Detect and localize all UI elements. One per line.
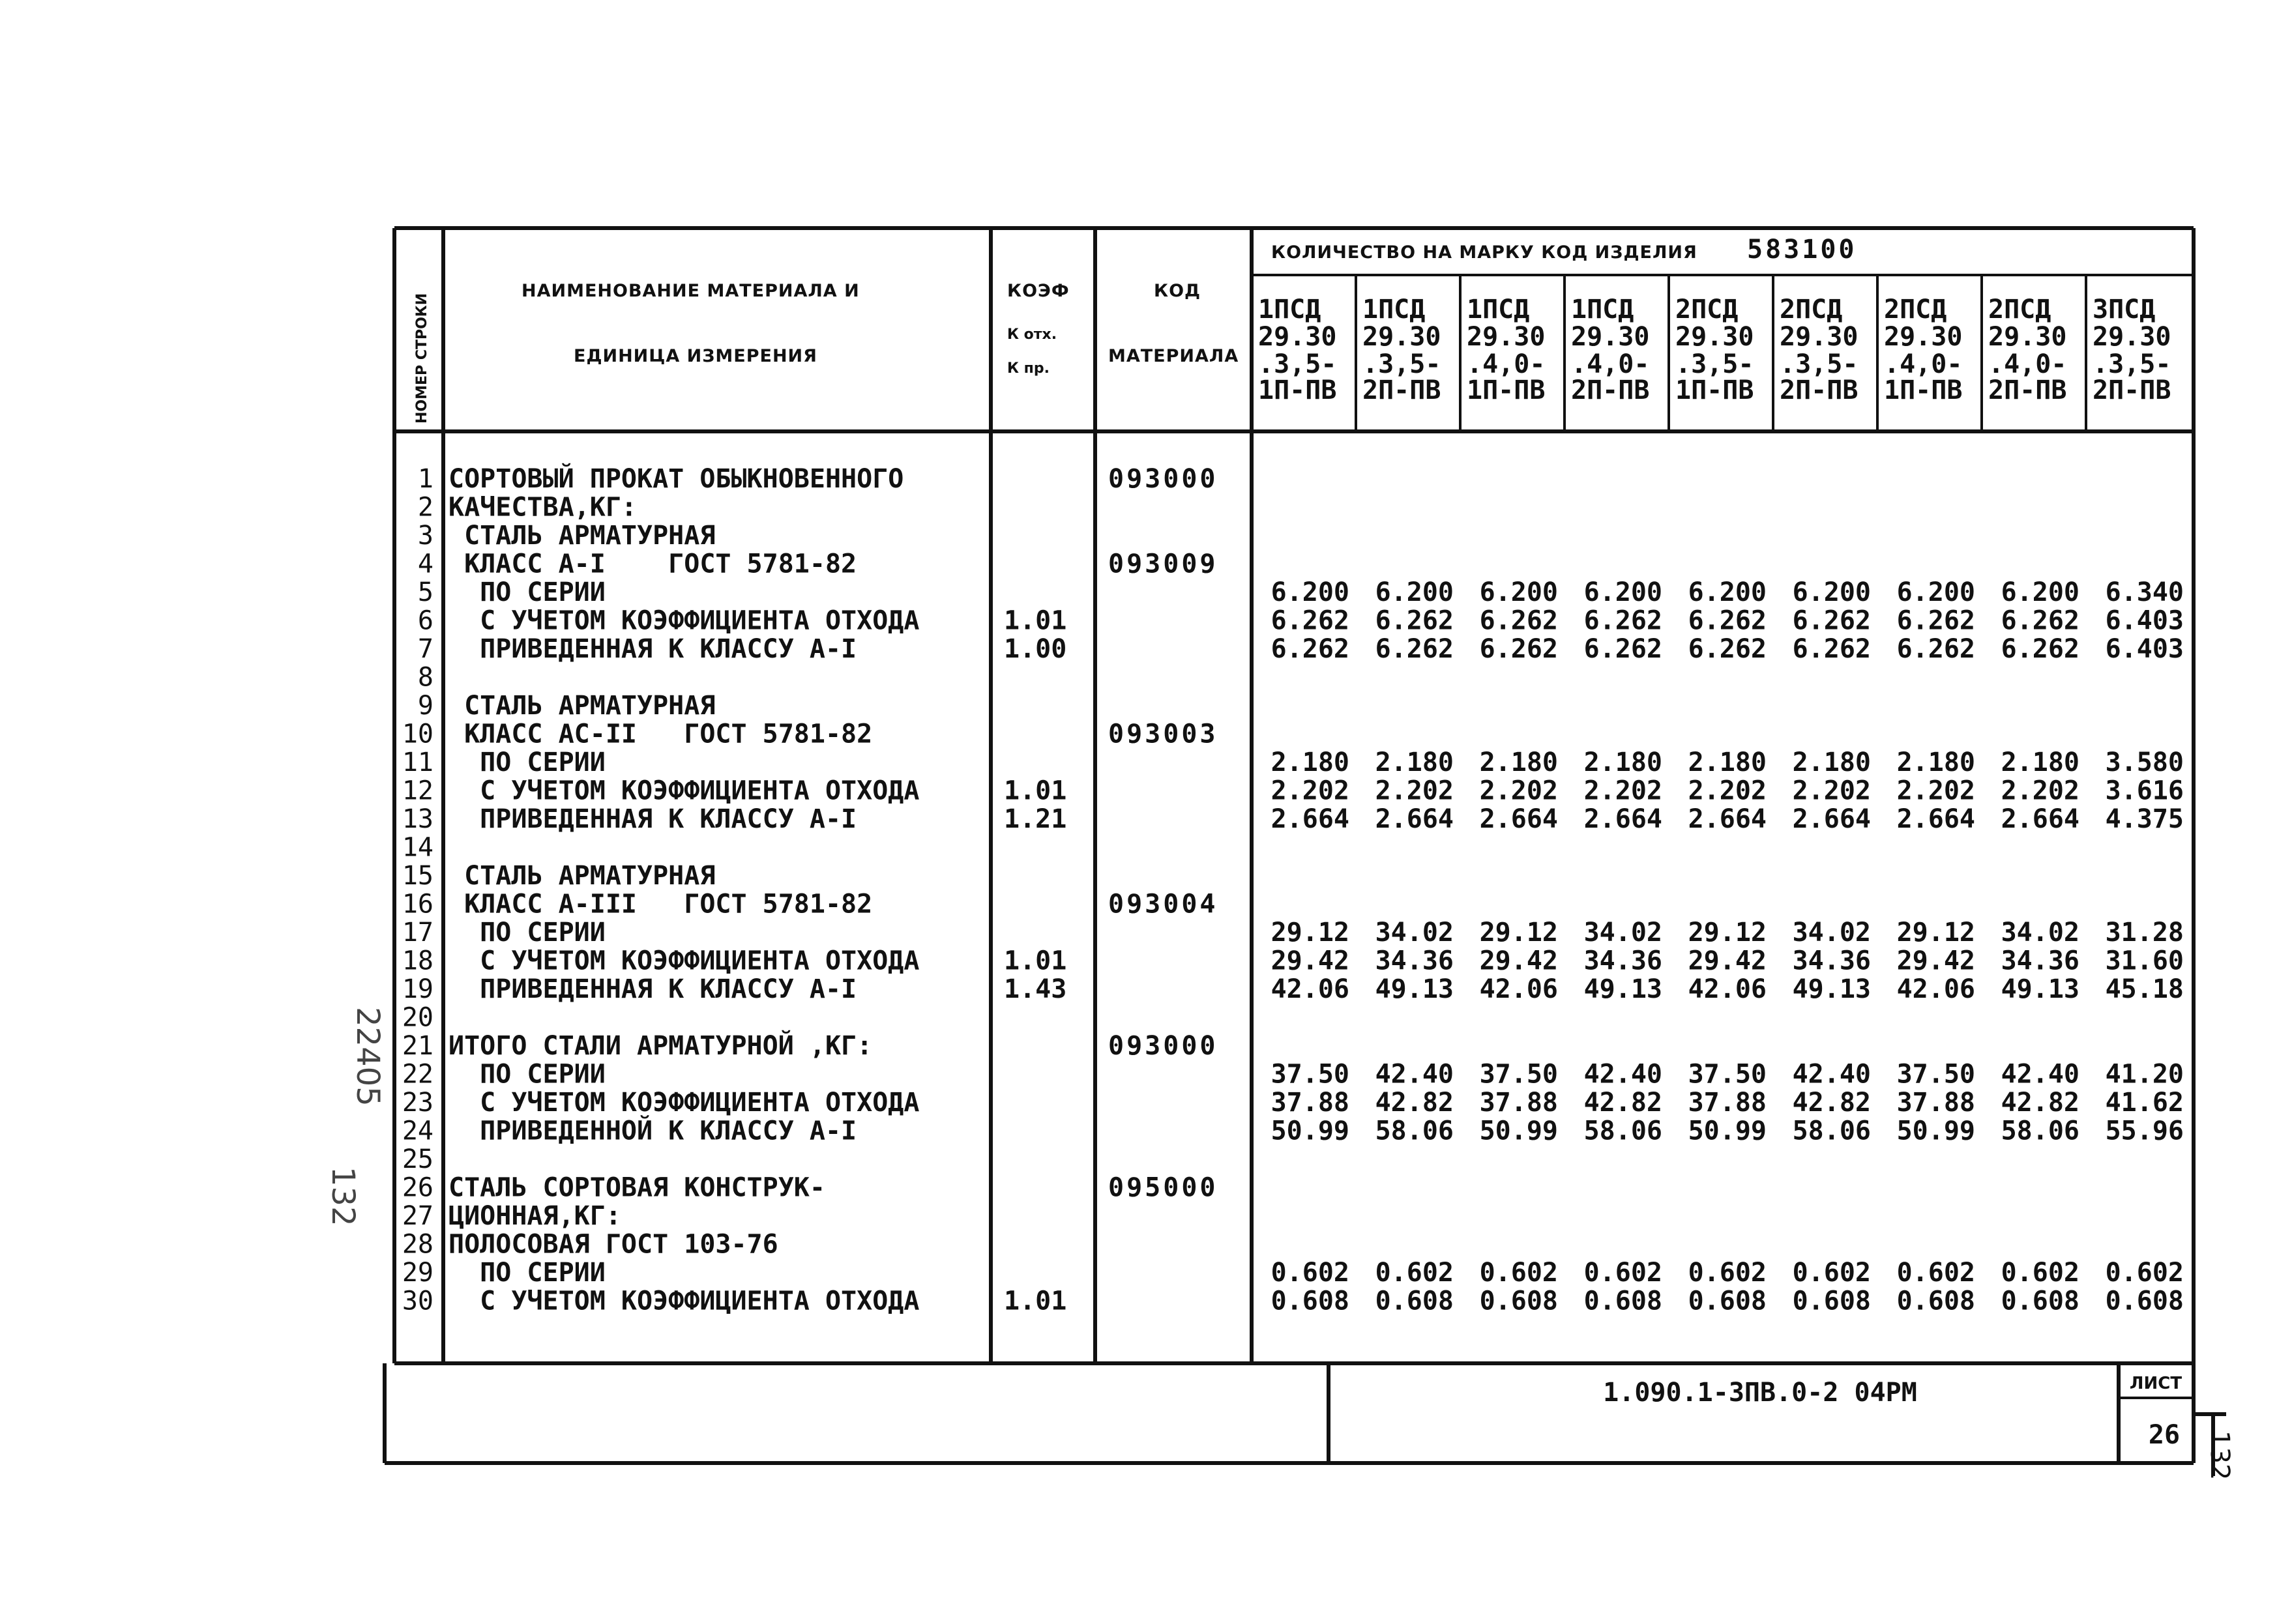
material-name: СОРТОВЫЙ ПРОКАТ ОБЫКНОВЕННОГО — [448, 464, 904, 494]
quantity-value: 34.36 — [1792, 946, 1871, 976]
quantity-value: 41.62 — [2105, 1088, 2184, 1118]
quantity-value: 42.40 — [2001, 1059, 2079, 1090]
quantity-value: 42.82 — [1792, 1088, 1871, 1118]
product-column-header-line: .4,0- — [1988, 349, 2067, 379]
material-name: ПРИВЕДЕННАЯ К КЛАССУ А-I — [448, 804, 857, 834]
quantity-value: 6.403 — [2105, 634, 2184, 664]
table-row — [402, 1230, 778, 1260]
material-code: 093000 — [1108, 464, 1218, 494]
table-row — [402, 1286, 2184, 1316]
quantity-value: 6.200 — [1792, 577, 1871, 607]
table-row — [418, 521, 716, 551]
quantity-value: 50.99 — [1271, 1116, 1349, 1146]
row-number: 29 — [402, 1258, 433, 1288]
quantity-value: 29.42 — [1271, 946, 1349, 976]
table-body — [402, 463, 2184, 1316]
quantity-value: 2.180 — [2001, 747, 2079, 777]
row-number: 6 — [417, 605, 433, 636]
row-number: 24 — [402, 1116, 433, 1146]
material-name: С УЧЕТОМ КОЭФФИЦИЕНТА ОТХОДА — [448, 776, 920, 806]
quantity-value: 45.18 — [2105, 974, 2184, 1004]
material-name: ЦИОННАЯ,КГ: — [448, 1201, 621, 1231]
quantity-value: 0.602 — [1583, 1258, 1662, 1288]
code-header-2: МАТЕРИАЛА — [1108, 346, 1239, 366]
quantity-value: 2.664 — [1792, 804, 1871, 834]
quantity-value: 34.02 — [1583, 918, 1662, 948]
table-row — [402, 1003, 433, 1033]
quantity-value: 37.88 — [1688, 1088, 1767, 1118]
material-code: 095000 — [1108, 1172, 1218, 1203]
material-code: 093004 — [1108, 889, 1218, 920]
row-number: 9 — [417, 691, 433, 721]
row-number-header: НОМЕР СТРОКИ — [414, 293, 430, 424]
product-column-header-line: 29.30 — [1884, 322, 1963, 352]
quantity-value: 6.200 — [1583, 577, 1662, 607]
row-number: 10 — [402, 719, 433, 749]
quantity-value: 42.82 — [1375, 1088, 1454, 1118]
product-column-header-line: .4,0- — [1467, 349, 1546, 379]
quantity-value: 6.200 — [1375, 577, 1454, 607]
table-row — [418, 691, 716, 721]
row-number: 13 — [402, 804, 433, 834]
table-row — [402, 1144, 433, 1174]
sheet-label: ЛИСТ — [2129, 1374, 2182, 1393]
quantity-value: 42.06 — [1688, 974, 1767, 1004]
product-column-header-line: .4,0- — [1884, 349, 1963, 379]
quantity-value: 6.262 — [1896, 605, 1975, 636]
quantity-value: 2.180 — [1896, 747, 1975, 777]
quantity-value: 0.602 — [2105, 1258, 2184, 1288]
product-column-header-line: .3,5- — [1675, 349, 1754, 379]
quantity-value: 6.200 — [2001, 577, 2079, 607]
product-column-header-line: 2ПСД — [1884, 295, 1947, 325]
quantity-value: 41.20 — [2105, 1059, 2184, 1090]
product-column-header-line: 2ПСД — [1675, 295, 1739, 325]
quantity-value: 0.608 — [1375, 1286, 1454, 1316]
coef-header-2: К отх. — [1007, 326, 1057, 343]
product-column-header-line: 3ПСД — [2093, 295, 2156, 325]
table-row — [402, 776, 2184, 806]
quantity-value: 31.28 — [2105, 918, 2184, 948]
quantity-value: 6.262 — [1271, 605, 1349, 636]
quantity-value: 6.262 — [1375, 605, 1454, 636]
quantity-value: 42.82 — [1583, 1088, 1662, 1118]
product-column-header-line: 2П-ПВ — [1988, 375, 2067, 405]
row-number: 11 — [402, 747, 433, 777]
product-column-header-line: 29.30 — [1467, 322, 1546, 352]
quantity-value: 6.262 — [1583, 634, 1662, 664]
quantity-value: 2.664 — [2001, 804, 2079, 834]
product-column-header — [1571, 295, 1649, 405]
quantity-value: 0.602 — [1479, 1258, 1558, 1288]
row-number: 27 — [402, 1201, 433, 1231]
sheet-number: 26 — [2148, 1420, 2181, 1450]
row-number: 8 — [417, 662, 433, 693]
material-name: С УЧЕТОМ КОЭФФИЦИЕНТА ОТХОДА — [448, 1088, 920, 1118]
product-column-header — [1675, 295, 1754, 405]
quantity-value: 2.180 — [1479, 747, 1558, 777]
product-column-header-line: 1П-ПВ — [1884, 375, 1963, 405]
quantity-value: 6.403 — [2105, 605, 2184, 636]
quantity-value: 6.340 — [2105, 577, 2184, 607]
quantity-value: 0.602 — [1688, 1258, 1767, 1288]
quantity-value: 29.12 — [1896, 918, 1975, 948]
product-column-header-line: 29.30 — [1988, 322, 2067, 352]
row-number: 15 — [402, 861, 433, 891]
material-name: СТАЛЬ АРМАТУРНАЯ — [448, 691, 716, 721]
quantity-value: 2.202 — [1271, 776, 1349, 806]
quantity-value: 4.375 — [2105, 804, 2184, 834]
quantity-value: 6.200 — [1688, 577, 1767, 607]
quantity-value: 0.602 — [1792, 1258, 1871, 1288]
material-name: СТАЛЬ АРМАТУРНАЯ — [448, 861, 716, 891]
product-column-header — [1467, 295, 1545, 405]
coefficient: 1.01 — [1004, 1286, 1067, 1316]
product-column-header — [1362, 295, 1441, 405]
quantity-value: 3.616 — [2105, 776, 2184, 806]
material-code: 093003 — [1108, 719, 1218, 749]
table-row — [402, 861, 716, 891]
quantity-value: 6.262 — [1271, 634, 1349, 664]
quantity-value: 6.262 — [1896, 634, 1975, 664]
quantity-value: 6.262 — [1792, 605, 1871, 636]
material-name: ПО СЕРИИ — [448, 1059, 606, 1090]
quantity-value: 37.88 — [1271, 1088, 1349, 1118]
quantity-value: 31.60 — [2105, 946, 2184, 976]
material-code: 093009 — [1108, 549, 1218, 579]
quantity-value: 58.06 — [1583, 1116, 1662, 1146]
material-name: С УЧЕТОМ КОЭФФИЦИЕНТА ОТХОДА — [448, 1286, 920, 1316]
quantity-value: 0.608 — [1271, 1286, 1349, 1316]
quantity-value: 49.13 — [1375, 974, 1454, 1004]
coefficient: 1.01 — [1004, 776, 1067, 806]
product-column-header-line: 2ПСД — [1988, 295, 2051, 325]
material-name: ПРИВЕДЕННОЙ К КЛАССУ А-I — [448, 1116, 857, 1146]
product-column-header-line: 29.30 — [1675, 322, 1754, 352]
table-row — [402, 804, 2184, 834]
table-row — [418, 493, 637, 523]
quantity-value: 0.608 — [1583, 1286, 1662, 1316]
quantity-value: 0.608 — [1688, 1286, 1767, 1316]
table-row — [418, 463, 1218, 494]
quantity-value: 58.06 — [1792, 1116, 1871, 1146]
material-name: ПО СЕРИИ — [448, 918, 606, 948]
row-number: 22 — [402, 1059, 433, 1090]
product-column-header-line: 29.30 — [1571, 322, 1650, 352]
product-column-header-line: 2ПСД — [1780, 295, 1843, 325]
coefficient: 1.21 — [1004, 804, 1067, 834]
right-stamp-page: 132 — [2205, 1430, 2235, 1481]
quantity-value: 34.36 — [1583, 946, 1662, 976]
row-number: 19 — [402, 974, 433, 1004]
row-number: 7 — [417, 634, 433, 664]
product-column-headers — [1258, 295, 2171, 405]
material-name: ПРИВЕДЕННАЯ К КЛАССУ А-I — [448, 974, 857, 1004]
row-number: 26 — [402, 1172, 433, 1203]
material-name: С УЧЕТОМ КОЭФФИЦИЕНТА ОТХОДА — [448, 605, 920, 636]
quantity-value: 37.50 — [1896, 1059, 1975, 1090]
quantity-value: 49.13 — [1792, 974, 1871, 1004]
coefficient: 1.01 — [1004, 605, 1067, 636]
quantity-value: 55.96 — [2105, 1116, 2184, 1146]
title-block — [1603, 1374, 2182, 1450]
material-name: ПО СЕРИИ — [448, 1258, 606, 1288]
quantity-value: 37.50 — [1479, 1059, 1558, 1090]
material-name: СТАЛЬ СОРТОВАЯ КОНСТРУК- — [448, 1172, 825, 1203]
quantity-value: 42.06 — [1271, 974, 1349, 1004]
quantity-value: 6.262 — [2001, 634, 2079, 664]
row-number: 12 — [402, 776, 433, 806]
quantity-value: 2.664 — [1896, 804, 1975, 834]
row-number: 25 — [402, 1144, 433, 1174]
quantity-value: 34.02 — [1792, 918, 1871, 948]
table-row — [402, 747, 2184, 777]
quantity-value: 0.608 — [1896, 1286, 1975, 1316]
product-column-header-line: 2П-ПВ — [1571, 375, 1650, 405]
quantity-value: 2.202 — [1896, 776, 1975, 806]
material-name: ПО СЕРИИ — [448, 577, 606, 607]
table-row — [418, 577, 2184, 607]
product-column-header — [1780, 295, 1858, 405]
coef-header-3: К пр. — [1007, 360, 1050, 377]
product-column-header-line: 1П-ПВ — [1258, 375, 1337, 405]
quantity-value: 29.42 — [1896, 946, 1975, 976]
product-column-header-line: 29.30 — [1362, 322, 1441, 352]
table-row — [402, 1258, 2184, 1288]
quantity-value: 42.06 — [1479, 974, 1558, 1004]
coefficient: 1.01 — [1004, 946, 1067, 976]
product-column-header-line: 29.30 — [1780, 322, 1859, 352]
quantity-value: 49.13 — [1583, 974, 1662, 1004]
row-number: 17 — [402, 918, 433, 948]
table-row — [402, 1060, 2184, 1090]
quantity-value: 37.88 — [1896, 1088, 1975, 1118]
material-name: КАЧЕСТВА,КГ: — [448, 492, 637, 523]
product-column-header-line: 1П-ПВ — [1675, 375, 1754, 405]
quantity-value: 29.42 — [1479, 946, 1558, 976]
coef-header-1: КОЭФ — [1007, 281, 1070, 301]
document-code: 1.090.1-3ПВ.0-2 04РМ — [1603, 1378, 1917, 1408]
material-name: ПОЛОСОВАЯ ГОСТ 103-76 — [448, 1229, 778, 1260]
quantity-value: 2.664 — [1375, 804, 1454, 834]
product-column-header-line: .3,5- — [1780, 349, 1859, 379]
table-row — [402, 1088, 2184, 1118]
quantity-value: 50.99 — [1688, 1116, 1767, 1146]
row-number: 14 — [402, 832, 433, 863]
quantity-value: 2.180 — [1688, 747, 1767, 777]
table-row — [402, 918, 2184, 948]
table-row — [418, 549, 1218, 579]
quantity-value: 6.262 — [1688, 605, 1767, 636]
qty-header: КОЛИЧЕСТВО НА МАРКУ КОД ИЗДЕЛИЯ — [1271, 242, 1697, 263]
material-name: ИТОГО СТАЛИ АРМАТУРНОЙ ,КГ: — [448, 1031, 873, 1061]
table-header — [414, 235, 2171, 424]
product-column-header-line: 29.30 — [1258, 322, 1337, 352]
row-number: 21 — [402, 1031, 433, 1061]
table-row — [402, 833, 433, 863]
quantity-value: 0.608 — [2105, 1286, 2184, 1316]
product-column-header-line: 1П-ПВ — [1467, 375, 1546, 405]
table-row — [418, 663, 433, 693]
quantity-value: 34.36 — [1375, 946, 1454, 976]
table-row — [418, 634, 2184, 664]
quantity-value: 2.180 — [1271, 747, 1349, 777]
row-number: 20 — [402, 1002, 433, 1033]
product-code: 583100 — [1747, 235, 1857, 265]
row-number: 16 — [402, 889, 433, 920]
product-column-header — [1258, 295, 1336, 405]
quantity-value: 58.06 — [2001, 1116, 2079, 1146]
quantity-value: 2.664 — [1479, 804, 1558, 834]
quantity-value: 0.602 — [2001, 1258, 2079, 1288]
quantity-value: 34.36 — [2001, 946, 2079, 976]
quantity-value: 2.202 — [1688, 776, 1767, 806]
quantity-value: 0.602 — [1896, 1258, 1975, 1288]
material-name-header-2: ЕДИНИЦА ИЗМЕРЕНИЯ — [574, 346, 817, 366]
material-name: ПРИВЕДЕННАЯ К КЛАССУ А-I — [448, 634, 857, 664]
product-column-header-line: .3,5- — [1362, 349, 1441, 379]
quantity-value: 0.608 — [1792, 1286, 1871, 1316]
product-column-header-line: .3,5- — [2093, 349, 2171, 379]
quantity-value: 42.40 — [1583, 1059, 1662, 1090]
row-number: 4 — [417, 549, 433, 579]
left-stamp-number: 22405 — [349, 1007, 386, 1107]
product-column-header-line: .3,5- — [1258, 349, 1337, 379]
product-column-header — [1884, 295, 1962, 405]
material-name: КЛАСС А-I ГОСТ 5781-82 — [448, 549, 857, 579]
quantity-value: 6.200 — [1896, 577, 1975, 607]
quantity-value: 2.180 — [1375, 747, 1454, 777]
quantity-value: 6.262 — [1792, 634, 1871, 664]
material-name: КЛАСС А-III ГОСТ 5781-82 — [448, 889, 873, 920]
quantity-value: 6.262 — [1375, 634, 1454, 664]
quantity-value: 34.02 — [2001, 918, 2079, 948]
quantity-value: 6.262 — [1583, 605, 1662, 636]
quantity-value: 37.88 — [1479, 1088, 1558, 1118]
code-header-1: КОД — [1154, 281, 1201, 301]
quantity-value: 0.608 — [1479, 1286, 1558, 1316]
quantity-value: 6.200 — [1271, 577, 1349, 607]
product-column-header-line: 1ПСД — [1258, 295, 1321, 325]
left-stamp-page: 132 — [325, 1167, 361, 1226]
product-column-header-line: 2П-ПВ — [1780, 375, 1859, 405]
product-column-header-line: 2П-ПВ — [1362, 375, 1441, 405]
row-number: 5 — [417, 577, 433, 607]
product-column-header — [2093, 295, 2171, 405]
material-name-header-1: НАИМЕНОВАНИЕ МАТЕРИАЛА И — [522, 281, 860, 301]
material-name: С УЧЕТОМ КОЭФФИЦИЕНТА ОТХОДА — [448, 946, 920, 976]
material-name: КЛАСС АС-II ГОСТ 5781-82 — [448, 719, 873, 749]
table-row — [418, 606, 2184, 636]
product-column-header-line: 1ПСД — [1362, 295, 1426, 325]
quantity-value: 29.42 — [1688, 946, 1767, 976]
quantity-value: 34.02 — [1375, 918, 1454, 948]
table-row — [402, 1201, 621, 1231]
quantity-value: 6.262 — [2001, 605, 2079, 636]
quantity-value: 2.202 — [1583, 776, 1662, 806]
quantity-value: 49.13 — [2001, 974, 2079, 1004]
product-column-header — [1988, 295, 2066, 405]
product-column-header-line: .4,0- — [1571, 349, 1650, 379]
row-number: 28 — [402, 1229, 433, 1260]
row-number: 1 — [417, 464, 433, 494]
row-number: 2 — [417, 492, 433, 523]
quantity-value: 2.180 — [1583, 747, 1662, 777]
quantity-value: 37.50 — [1688, 1059, 1767, 1090]
quantity-value: 6.262 — [1688, 634, 1767, 664]
quantity-value: 37.50 — [1271, 1059, 1349, 1090]
quantity-value: 6.262 — [1479, 634, 1558, 664]
quantity-value: 29.12 — [1271, 918, 1349, 948]
table-row — [402, 974, 2184, 1004]
product-column-header-line: 1ПСД — [1571, 295, 1634, 325]
row-number: 23 — [402, 1088, 433, 1118]
quantity-value: 42.06 — [1896, 974, 1975, 1004]
row-number: 3 — [417, 521, 433, 551]
coefficient: 1.00 — [1004, 634, 1067, 664]
quantity-value: 42.82 — [2001, 1088, 2079, 1118]
quantity-value: 2.202 — [2001, 776, 2079, 806]
table-row — [402, 946, 2184, 976]
quantity-value: 58.06 — [1375, 1116, 1454, 1146]
row-number: 30 — [402, 1286, 433, 1316]
table-row — [402, 1115, 2184, 1146]
quantity-value: 0.602 — [1375, 1258, 1454, 1288]
quantity-value: 0.602 — [1271, 1258, 1349, 1288]
quantity-value: 3.580 — [2105, 747, 2184, 777]
quantity-value: 50.99 — [1479, 1116, 1558, 1146]
quantity-value: 6.200 — [1479, 577, 1558, 607]
product-column-header-line: 1ПСД — [1467, 295, 1530, 325]
quantity-value: 2.664 — [1271, 804, 1349, 834]
quantity-value: 50.99 — [1896, 1116, 1975, 1146]
coefficient: 1.43 — [1004, 974, 1067, 1004]
material-code: 093000 — [1108, 1031, 1218, 1061]
quantity-value: 6.262 — [1479, 605, 1558, 636]
quantity-value: 2.664 — [1583, 804, 1662, 834]
quantity-value: 29.12 — [1688, 918, 1767, 948]
quantity-value: 0.608 — [2001, 1286, 2079, 1316]
row-number: 18 — [402, 946, 433, 976]
quantity-value: 42.40 — [1792, 1059, 1871, 1090]
material-name: ПО СЕРИИ — [448, 747, 606, 777]
quantity-value: 2.202 — [1479, 776, 1558, 806]
product-column-header-line: 2П-ПВ — [2093, 375, 2171, 405]
quantity-value: 2.180 — [1792, 747, 1871, 777]
product-column-header-line: 29.30 — [2093, 322, 2171, 352]
quantity-value: 2.202 — [1792, 776, 1871, 806]
quantity-value: 2.202 — [1375, 776, 1454, 806]
quantity-value: 2.664 — [1688, 804, 1767, 834]
material-name: СТАЛЬ АРМАТУРНАЯ — [448, 521, 716, 551]
quantity-value: 29.12 — [1479, 918, 1558, 948]
quantity-value: 42.40 — [1375, 1059, 1454, 1090]
